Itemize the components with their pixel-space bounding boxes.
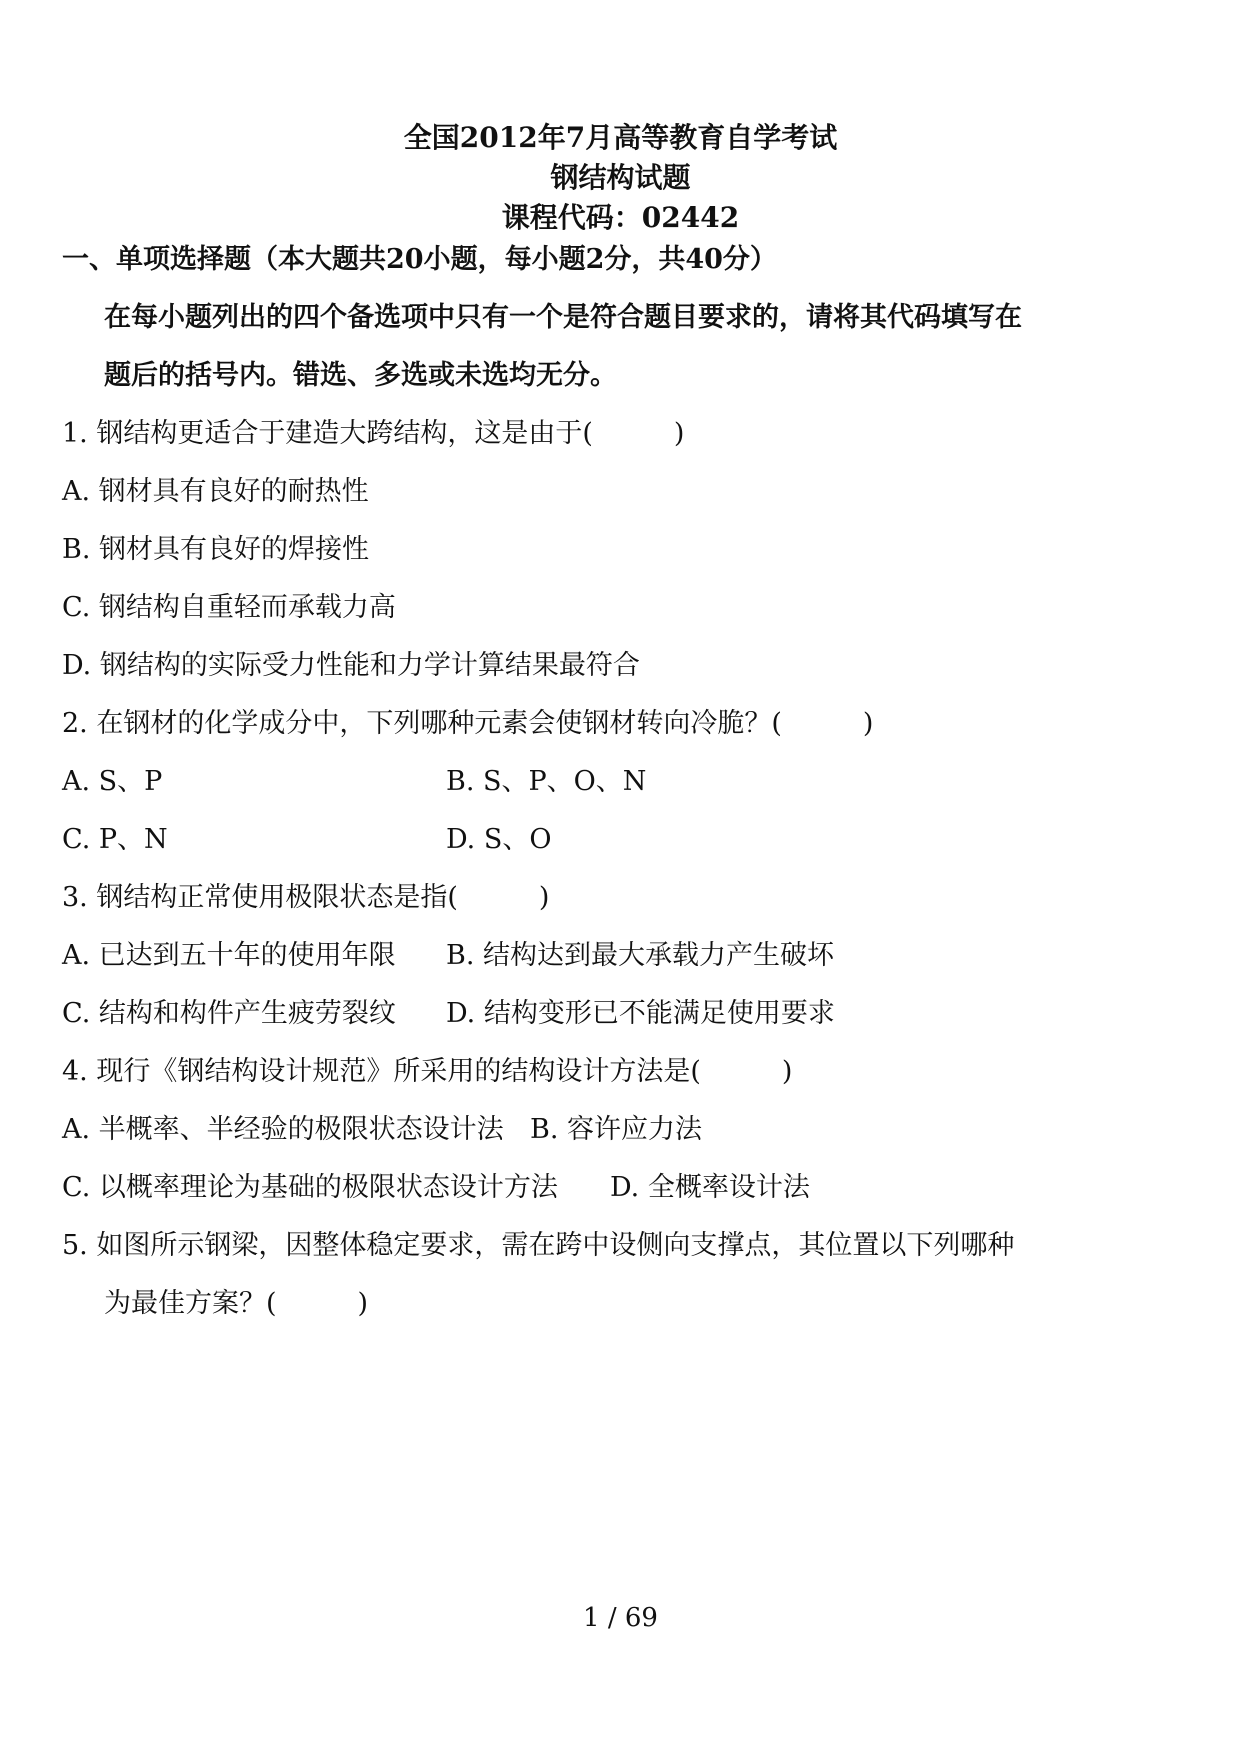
question-3-option-d: D. 结构变形已不能满足使用要求 xyxy=(446,998,835,1029)
question-5-stem-line-1: 5. 如图所示钢梁，因整体稳定要求，需在跨中设侧向支撑点，其位置以下列哪种 xyxy=(62,1230,1015,1261)
question-3-option-c: C. 结构和构件产生疲劳裂纹 xyxy=(62,998,396,1029)
subject-title: 钢结构试题 xyxy=(550,161,691,194)
instruction-line-1: 在每小题列出的四个备选项中只有一个是符合题目要求的，请将其代码填写在 xyxy=(104,302,1022,333)
course-code: 课程代码：02442 xyxy=(501,201,740,234)
question-4-option-b: B. 容许应力法 xyxy=(530,1114,703,1145)
question-1-option-a: A. 钢材具有良好的耐热性 xyxy=(62,476,369,507)
question-1-stem: 1. 钢结构更适合于建造大跨结构，这是由于( ) xyxy=(62,418,685,449)
question-2-stem: 2. 在钢材的化学成分中，下列哪种元素会使钢材转向冷脆？( ) xyxy=(62,708,874,739)
question-5-stem-line-2: 为最佳方案？( ) xyxy=(104,1288,369,1319)
exam-title: 全国2012年7月高等教育自学考试 xyxy=(403,121,838,154)
question-2-option-a: A. S、P xyxy=(62,766,163,797)
question-4-stem: 4. 现行《钢结构设计规范》所采用的结构设计方法是( ) xyxy=(62,1056,793,1087)
question-2-option-c: C. P、N xyxy=(62,824,168,855)
section-heading: 一、单项选择题（本大题共20小题，每小题2分，共40分） xyxy=(62,244,777,275)
page-number: 1 / 69 xyxy=(583,1603,658,1633)
question-3-option-b: B. 结构达到最大承载力产生破坏 xyxy=(446,940,835,971)
question-1-option-c: C. 钢结构自重轻而承载力高 xyxy=(62,592,396,623)
question-1-option-d: D. 钢结构的实际受力性能和力学计算结果最符合 xyxy=(62,650,640,681)
question-2-option-d: D. S、O xyxy=(446,824,552,855)
question-3-stem: 3. 钢结构正常使用极限状态是指( ) xyxy=(62,882,550,913)
instruction-line-2: 题后的括号内。错选、多选或未选均无分。 xyxy=(104,360,617,391)
question-2-option-b: B. S、P、O、N xyxy=(446,766,647,797)
question-4-option-d: D. 全概率设计法 xyxy=(610,1172,810,1203)
question-3-option-a: A. 已达到五十年的使用年限 xyxy=(62,940,396,971)
question-4-option-a: A. 半概率、半经验的极限状态设计法 xyxy=(62,1114,504,1145)
question-4-option-c: C. 以概率理论为基础的极限状态设计方法 xyxy=(62,1172,558,1203)
question-1-option-b: B. 钢材具有良好的焊接性 xyxy=(62,534,370,565)
